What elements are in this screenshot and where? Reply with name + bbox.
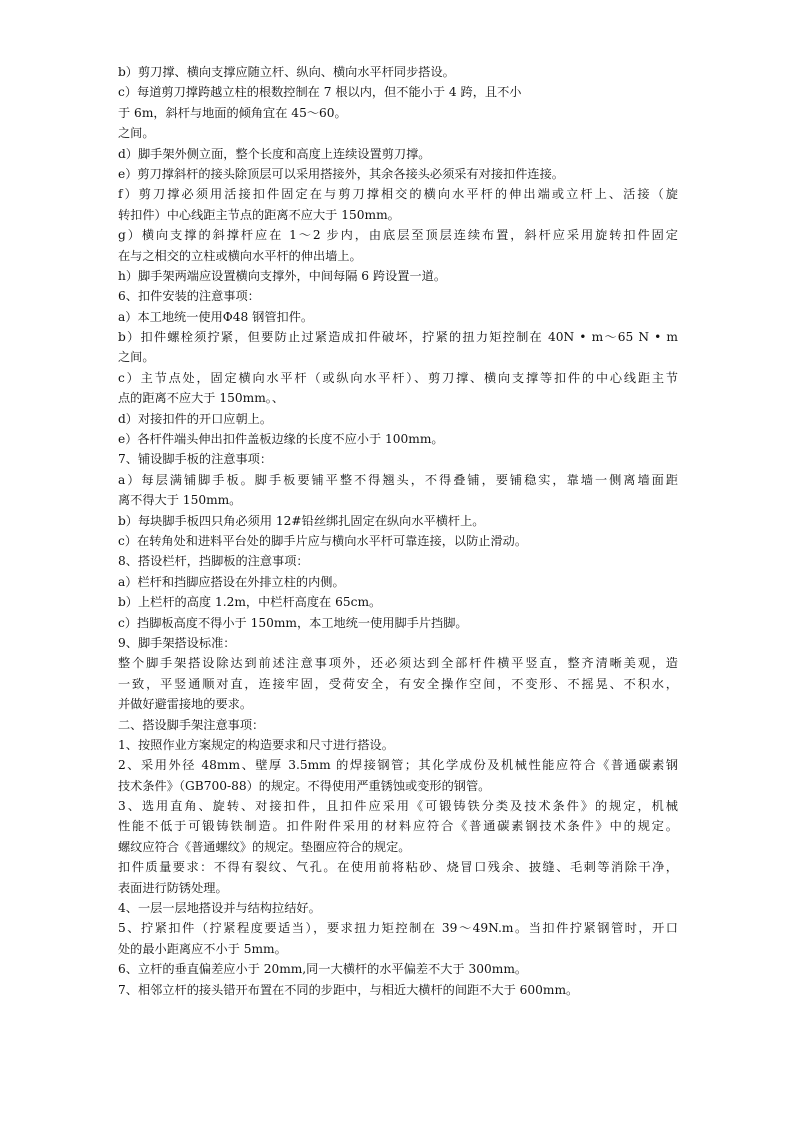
text-line: 离不得大于 150mm。 <box>118 493 242 508</box>
text-line: c）挡脚板高度不得小于 150mm，本工地统一使用脚手片挡脚。 <box>118 615 468 630</box>
text-line: 7、相邻立杆的接头错开布置在不同的步距中，与相近大横杆的间距不大于 600mm。 <box>118 982 579 997</box>
text-line: 6、扣件安装的注意事项： <box>118 289 260 304</box>
text-line: 二、搭设脚手架注意事项： <box>118 717 265 732</box>
text-line: 之间。 <box>118 350 155 365</box>
text-line: 技术条件》（GB700-88）的规定。不得使用严重锈蚀或变形的钢管。 <box>118 778 491 793</box>
document-page <box>118 62 678 1000</box>
text-line: 处的最小距离应不小于 5mm。 <box>118 941 287 956</box>
text-line: 转扣件）中心线距主节点的距离不应大于 150mm。 <box>118 207 400 222</box>
text-line: b）上栏杆的高度 1.2m，中栏杆高度在 65cm。 <box>118 595 382 610</box>
text-line: 扣件质量要求：不得有裂纹、气孔。在使用前将粘砂、烧冒口残余、披缝、毛刺等消除干净， <box>118 860 678 875</box>
text-line: 8、搭设栏杆，挡脚板的注意事项： <box>118 554 309 569</box>
text-line: 3、选用直角、旋转、对接扣件，且扣件应采用《可锻铸铁分类及技术条件》的规定，机械 <box>118 799 678 814</box>
text-line: 于 6m，斜杆与地面的倾角宜在 45～60。 <box>118 105 347 120</box>
text-line: 一致，平竖通顺对直，连接牢固，受荷安全，有安全操作空间，不变形、不摇晃、不积水， <box>118 676 678 691</box>
text-line: 性能不低于可锻铸铁制造。扣件附件采用的材料应符合《普通碳素钢技术条件》中的规定。 <box>118 819 678 834</box>
text-line: e）各杆件端头伸出扣件盖板边缘的长度不应小于 100mm。 <box>118 432 444 447</box>
text-line: 在与之相交的立柱或横向水平杆的伸出墙上。 <box>118 248 362 263</box>
text-line: a）栏杆和挡脚应搭设在外排立柱的内侧。 <box>118 574 345 589</box>
text-line: c）每道剪刀撑跨越立柱的根数控制在 7 根以内，但不能小于 4 跨，且不小 <box>118 85 522 100</box>
text-line: c）在转角处和进料平台处的脚手片应与横向水平杆可靠连接，以防止滑动。 <box>118 533 528 548</box>
text-line: e）剪刀撑斜杆的接头除顶层可以采用搭接外，其余各接头必须采有对接扣件连接。 <box>118 166 564 181</box>
text-line: d）对接扣件的开口应朝上。 <box>118 411 273 426</box>
text-line: 之间。 <box>118 126 155 141</box>
text-line: 9、脚手架搭设标准： <box>118 635 236 650</box>
text-line: 螺纹应符合《普通螺纹》的规定。垫圈应符合的规定。 <box>118 839 411 854</box>
text-line: 5、拧紧扣件（拧紧程度要适当），要求扭力矩控制在 39～49N.m。当扣件拧紧钢管时，开口 <box>118 921 678 936</box>
text-line: d）脚手架外侧立面，整个长度和高度上连续设置剪刀撑。 <box>118 146 431 161</box>
text-line: c）主节点处，固定横向水平杆（或纵向水平杆）、剪刀撑、横向支撑等扣件的中心线距主节 <box>118 370 678 385</box>
text-line: 整个脚手架搭设除达到前述注意事项外，还必须达到全部杆件横平竖直，整齐清晰美观，造 <box>118 656 678 671</box>
text-line: b）每块脚手板四只角必须用 12#铅丝绑扎固定在纵向水平横杆上。 <box>118 513 485 528</box>
text-line: 7、铺设脚手板的注意事项： <box>118 452 273 467</box>
text-line: g）横向支撑的斜撑杆应在 1～2 步内，由底层至顶层连续布置，斜杆应采用旋转扣件固定 <box>118 228 678 243</box>
text-line: f）剪刀撑必须用活接扣件固定在与剪刀撑相交的横向水平杆的伸出端或立杆上、活接（旋 <box>118 187 678 202</box>
text-line: 1、按照作业方案规定的构造要求和尺寸进行搭设。 <box>118 737 394 752</box>
text-line: b）剪刀撑、横向支撑应随立杆、纵向、横向水平杆同步搭设。 <box>118 65 455 79</box>
text-line: 表面进行防锈处理。 <box>118 880 228 895</box>
text-line: 4、一层一层地搭设并与结构拉结好。 <box>118 901 321 916</box>
text-line: h）脚手架两端应设置横向支撑外，中间每隔 6 跨设置一道。 <box>118 268 447 283</box>
text-line: 点的距离不应大于 150mm。、 <box>118 391 285 406</box>
text-line: 并做好避雷接地的要求。 <box>118 697 253 712</box>
text-line: 6、立杆的垂直偏差应小于 20mm,同一大横杆的水平偏差不大于 300mm。 <box>118 962 528 977</box>
text-line: 2、采用外径 48mm、壁厚 3.5mm 的焊接钢管；其化学成份及机械性能应符合《普通碳素钢 <box>118 758 678 773</box>
text-line: b）扣件螺栓须拧紧，但要防止过紧造成扣件破坏，拧紧的扭力矩控制在 40N • m～65 N • m <box>118 330 678 345</box>
text-line: a）每层满铺脚手板。脚手板要铺平整不得翘头，不得叠铺，要铺稳实，靠墙一侧离墙面距 <box>118 472 678 487</box>
text-line: a）本工地统一使用Φ48 钢管扣件。 <box>118 309 314 324</box>
